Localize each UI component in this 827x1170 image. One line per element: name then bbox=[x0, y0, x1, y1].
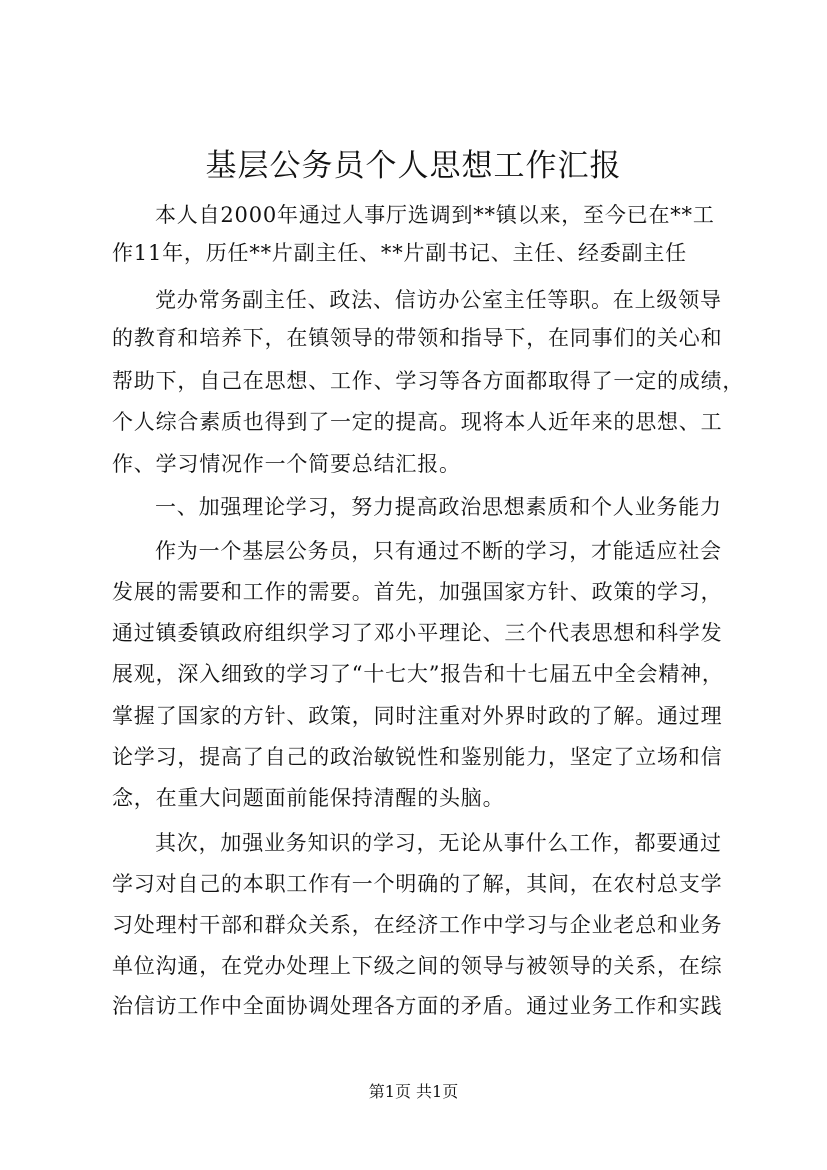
paragraph-line: 论学习，提高了自己的政治敏锐性和鉴别能力，坚定了立场和信 bbox=[112, 745, 723, 769]
paragraph-line: 作11年，历任**片副主任、**片副书记、主任、经委副主任 bbox=[112, 241, 687, 265]
paragraph-line: 的教育和培养下，在镇领导的带领和指导下，在同事们的关心和 bbox=[112, 326, 723, 350]
paragraph-line: 治信访工作中全面协调处理各方面的矛盾。通过业务工作和实践 bbox=[112, 994, 723, 1018]
paragraph-line: 单位沟通，在党办处理上下级之间的领导与被领导的关系，在综 bbox=[112, 954, 723, 978]
paragraph-line: 个人综合素质也得到了一定的提高。现将本人近年来的思想、工 bbox=[112, 410, 723, 434]
paragraph-line: 作为一个基层公务员，只有通过不断的学习，才能适应社会 bbox=[155, 539, 722, 563]
paragraph-line: 帮助下，自己在思想、工作、学习等各方面都取得了一定的成绩， bbox=[112, 369, 745, 393]
paragraph-line: 发展的需要和工作的需要。首先，加强国家方针、政策的学习， bbox=[112, 580, 723, 604]
section-heading: 一、加强理论学习，努力提高政治思想素质和个人业务能力 bbox=[155, 495, 722, 519]
paragraph-line: 党办常务副主任、政法、信访办公室主任等职。在上级领导 bbox=[155, 288, 722, 312]
paragraph-line: 学习对自己的本职工作有一个明确的了解，其间，在农村总支学 bbox=[112, 872, 723, 896]
paragraph-line: 本人自2000年通过人事厅选调到**镇以来，至今已在**工 bbox=[155, 203, 715, 227]
paragraph-line: 念，在重大问题面前能保持清醒的头脑。 bbox=[112, 786, 505, 810]
paragraph-line: 习处理村干部和群众关系，在经济工作中学习与企业老总和业务 bbox=[112, 913, 723, 937]
paragraph-line: 掌握了国家的方针、政策，同时注重对外界时政的了解。通过理 bbox=[112, 704, 723, 728]
paragraph-line: 通过镇委镇政府组织学习了邓小平理论、三个代表思想和科学发 bbox=[112, 621, 723, 645]
paragraph-line: 展观，深入细致的学习了“十七大”报告和十七届五中全会精神， bbox=[112, 662, 724, 686]
paragraph-line: 作、学习情况作一个简要总结汇报。 bbox=[112, 452, 461, 476]
page-number-footer: 第1页 共1页 bbox=[368, 1082, 459, 1101]
document-title: 基层公务员个人思想工作汇报 bbox=[205, 148, 622, 184]
paragraph-line: 其次，加强业务知识的学习，无论从事什么工作，都要通过 bbox=[155, 831, 722, 855]
